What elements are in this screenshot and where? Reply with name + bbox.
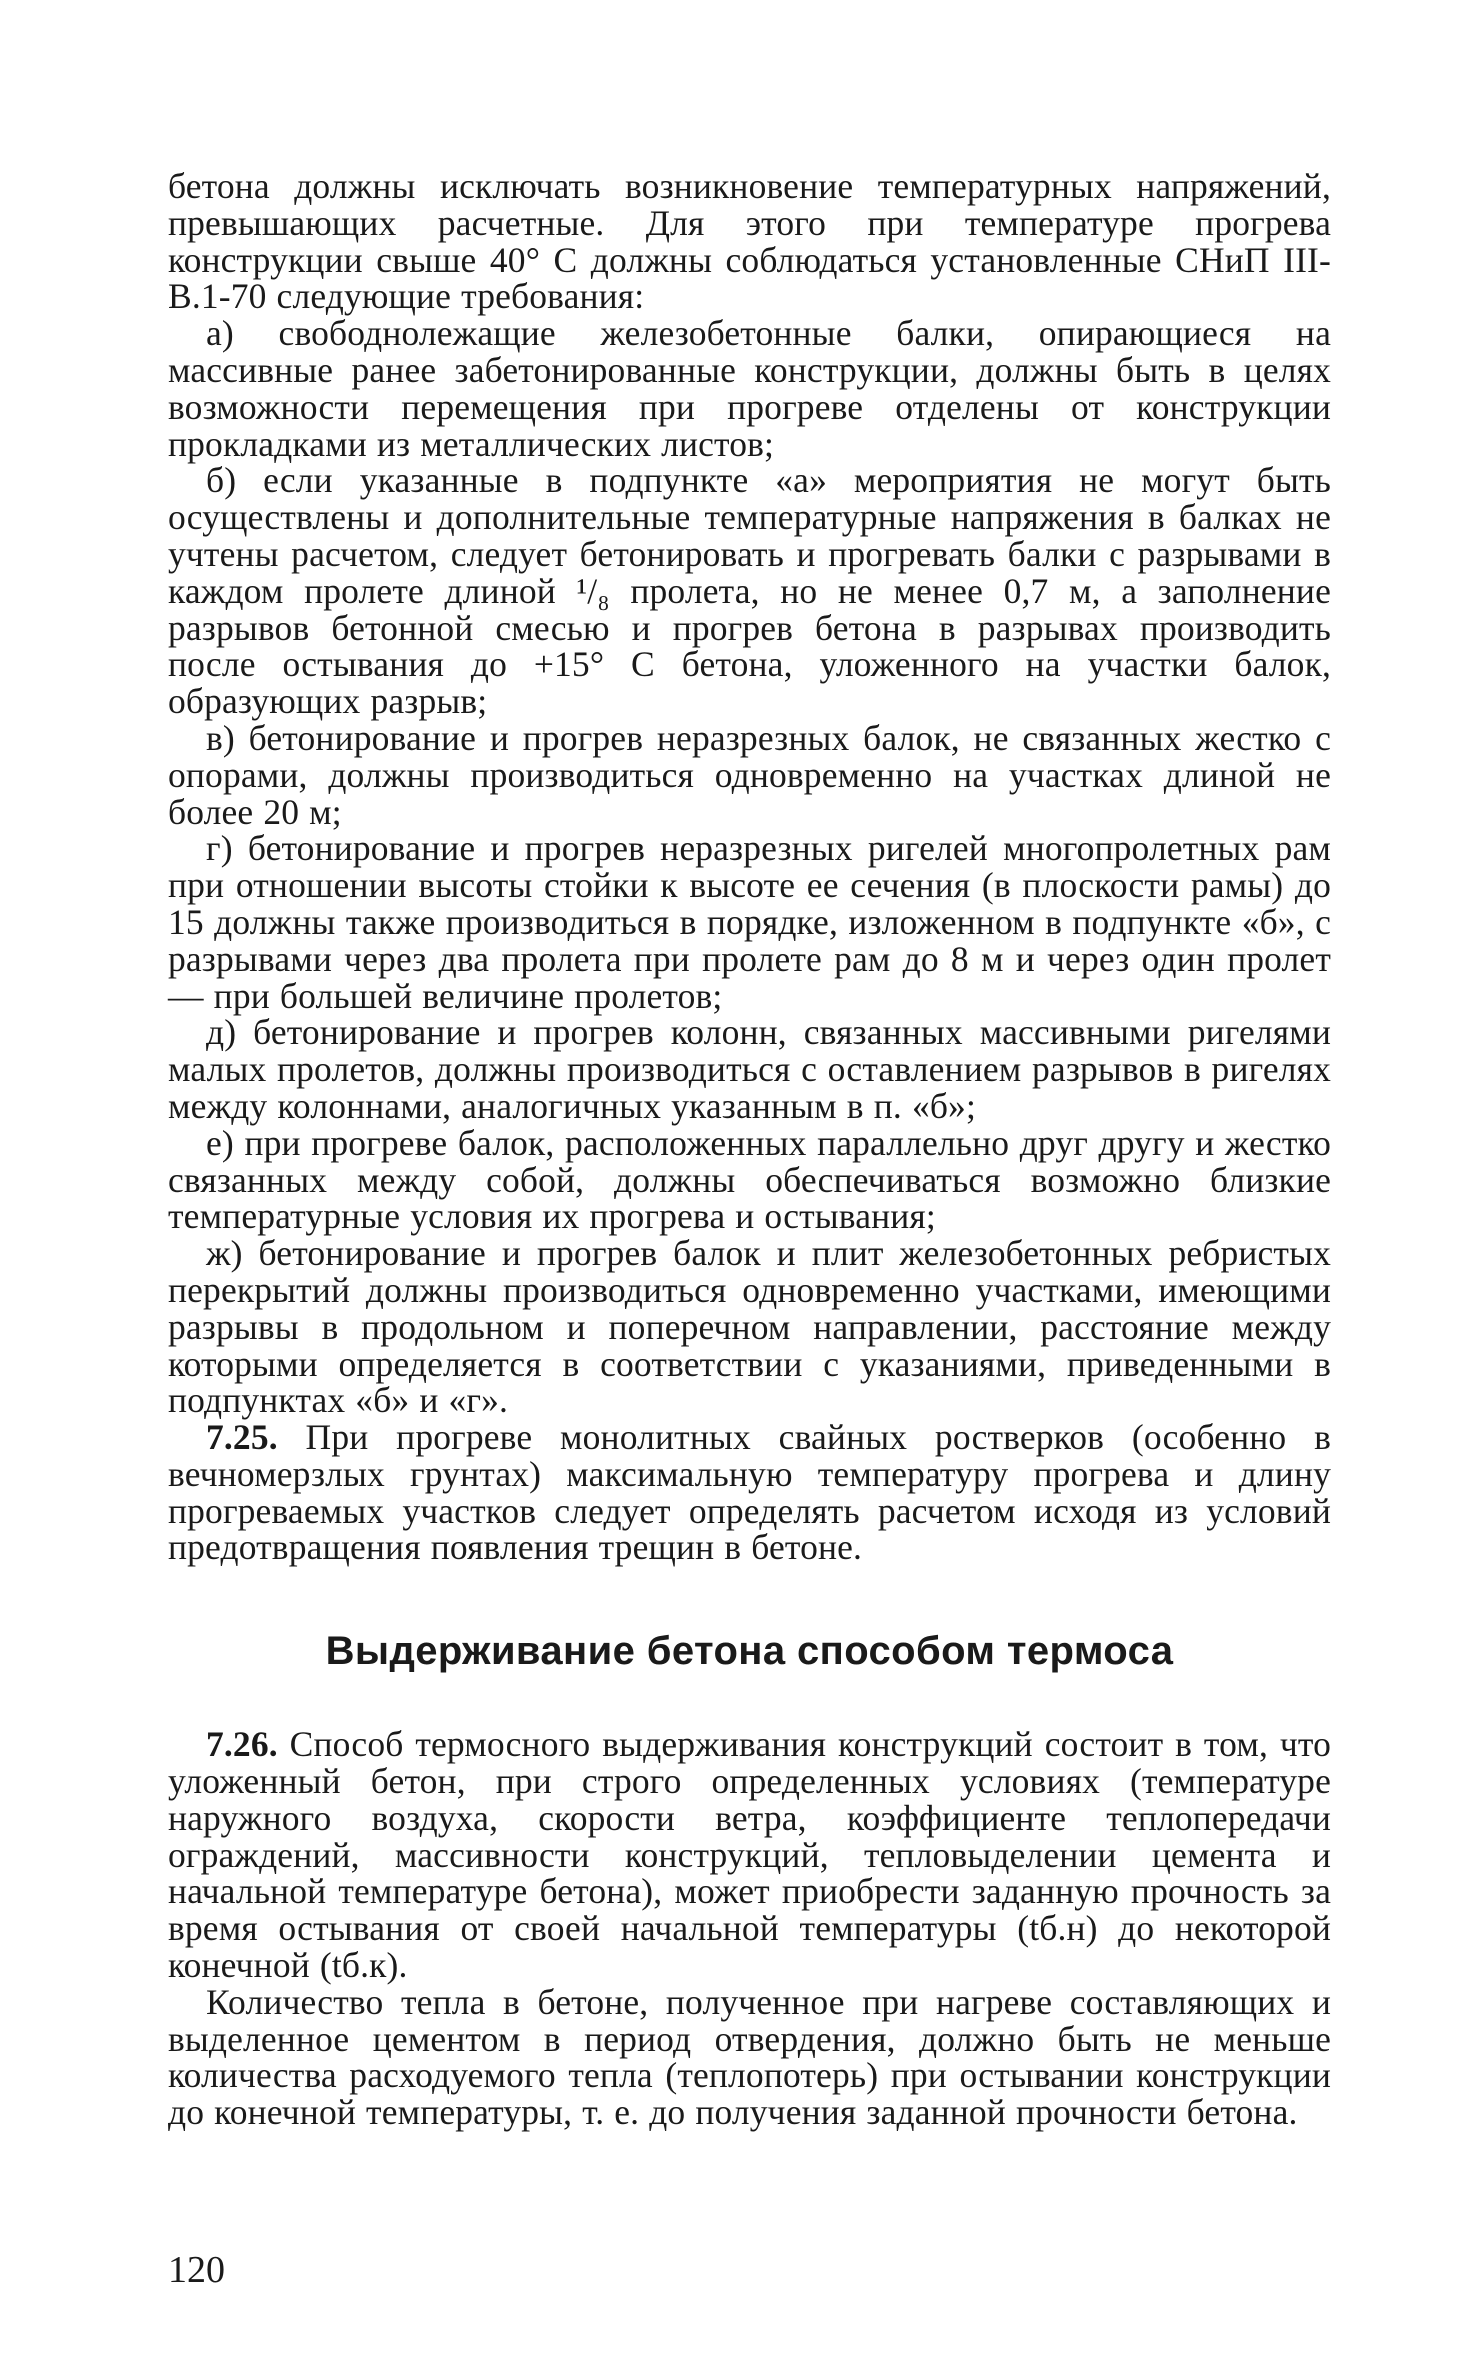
clause-7-26-text: Способ термосного выдерживания конструкций состоит в том, что уложенный бетон, при строго определенных условиях (температуре наружного воздуха, скорости ветра, коэффициенте теплопередачи ограждений, массивности конструкций, тепловыделении цемента и начальной температуре бетона), может приобрести заданную прочность за время остывания от своей начальной температуры (tб.н) до некоторой конечной (tб.к).: [168, 1724, 1331, 1986]
clause-7-26: [168, 1726, 1331, 1984]
paragraph-item-d: д) бетонирование и прогрев колонн, связанных массивными ригелями малых пролетов, должны производиться с оставлением разрывов в ригелях между колоннами, аналогичных указанным в п. «б»;: [168, 1012, 1331, 1126]
paragraph-item-a: а) свободнолежащие железобетонные балки, опирающиеся на массивные ранее забетонированные конструкции, должны быть в целях возможности перемещения при прогреве отделены от конструкции прокладками из металлических листов;: [168, 313, 1331, 464]
paragraph-item-zh: ж) бетонирование и прогрев балок и плит железобетонных ребристых перекрытий должны производиться одновременно участками, имеющими разрывы в продольном и поперечном направлении, расстояние между которыми определяется в соответствии с указаниями, приведенными в подпунктах «б» и «г».: [168, 1233, 1331, 1421]
page-number: 120: [168, 2249, 225, 2291]
paragraph-closing: Количество тепла в бетоне, полученное при нагреве составляющих и выделенное цементом в период отвердения, должно быть не меньше количества расходуемого тепла (теплопотерь) при остывании конструкции до конечной температуры, т. е. до получения заданной прочности бетона.: [168, 1981, 1331, 2133]
section-heading: Выдерживание бетона способом термоса: [325, 1629, 1174, 1674]
paragraph-item-b: б) если указанные в подпункте «а» мероприятия не могут быть осуществлены и дополнительные температурные напряжения в балках не учтены расчетом, следует бетонировать и прогревать балки с разрывами в каждом пролете длиной ¹/₈ пролета, но не менее 0,7 м, а заполнение разрывов бетонной смесью и прогрев бетона в разрывах производить после остывания до +15° С бетона, уложенного на участки балок, образующих разрыв;: [168, 460, 1331, 722]
paragraph-item-g: г) бетонирование и прогрев неразрезных ригелей многопролетных рам при отношении высоты стойки к высоте ее сечения (в плоскости рамы) до 15 должны также производиться в порядке, изложенном в подпункте «б», с разрывами через два пролета при пролете рам до 8 м и через один пролет — при большей величине пролетов;: [168, 828, 1331, 1016]
clause-7-25-text: При прогреве монолитных свайных ростверков (особенно в вечномерзлых грунтах) максимальную температуру прогрева и длину прогреваемых участков следует определять расчетом исходя из условий предотвращения появления трещин в бетоне.: [168, 1417, 1331, 1568]
clause-7-25-number: 7.25.: [206, 1417, 278, 1458]
page-body: [168, 168, 1331, 2131]
clause-7-25: [168, 1419, 1331, 1566]
paragraph-item-v: в) бетонирование и прогрев неразрезных балок, не связанных жестко с опорами, должны производиться одновременно на участках длиной не более 20 м;: [168, 717, 1331, 832]
paragraph-intro: бетона должны исключать возникновение температурных напряжений, превышающих расчетные. Для этого при температуре прогрева конструкции свыше 40° С должны соблюдаться установленные СНиП III-В.1-70 следующие требования:: [168, 166, 1331, 317]
clause-7-26-number: 7.26.: [206, 1724, 278, 1765]
paragraph-item-e: е) при прогреве балок, расположенных параллельно друг другу и жестко связанных между собой, должны обеспечиваться возможно близкие температурные условия их прогрева и остывания;: [168, 1122, 1331, 1237]
